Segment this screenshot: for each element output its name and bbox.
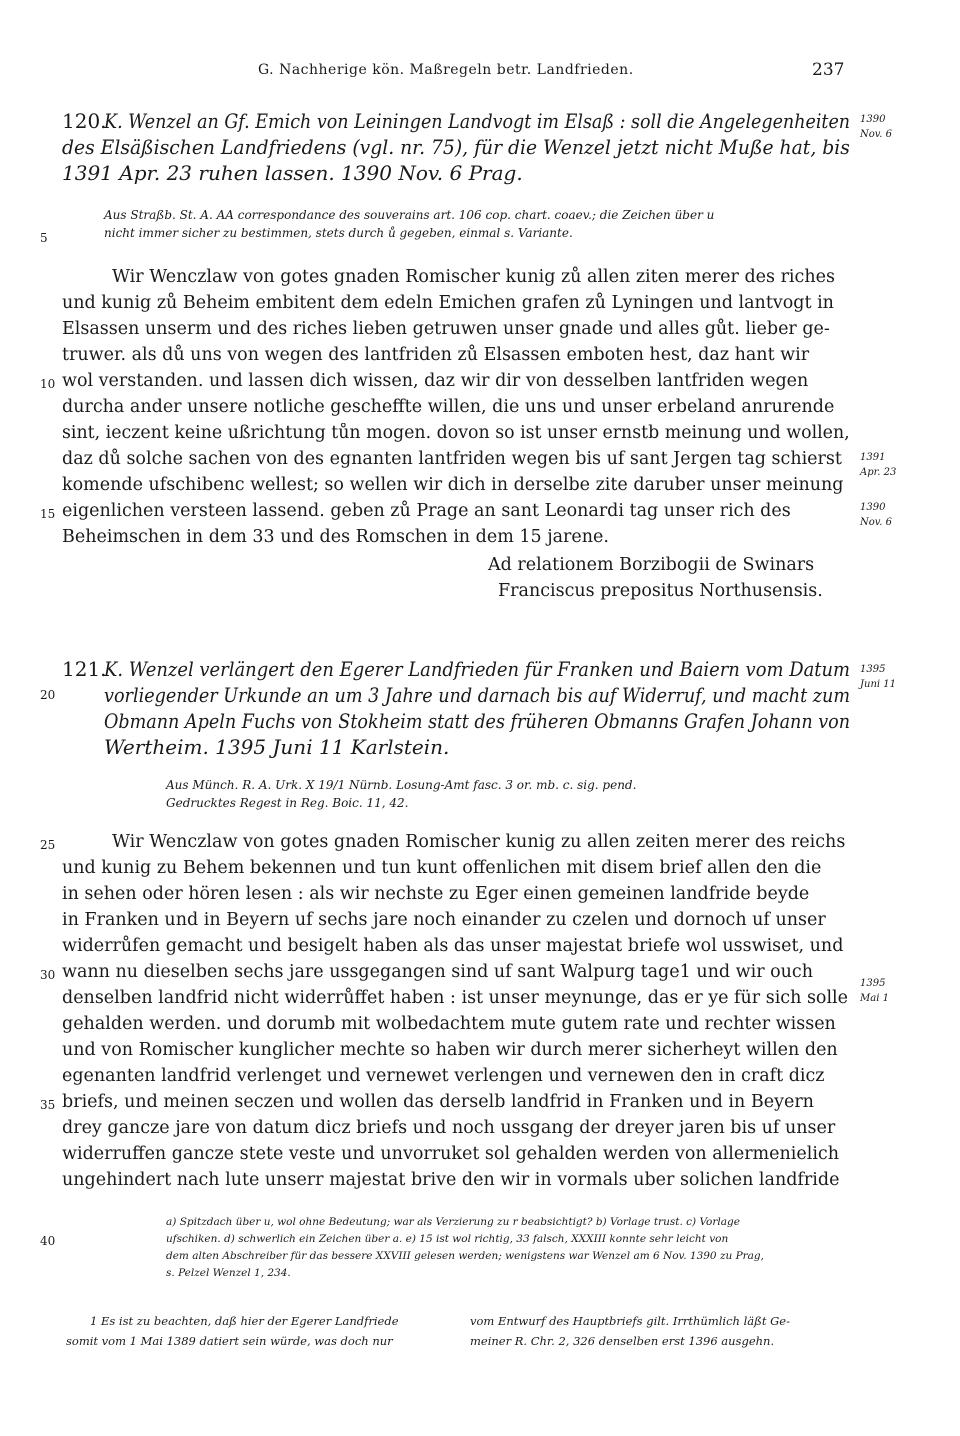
line-number: 30 (40, 968, 56, 982)
margin-date: 1391 Apr. 23 (860, 452, 897, 478)
text-line: in sehen oder hören lesen : als wir nechste zu Eger einen gemeinen landfride beyde (62, 884, 810, 904)
bottom-footnote-right: vom Entwurf des Hauptbriefs gilt. Irrthümlich läßt Ge- (470, 1314, 790, 1328)
regest-line: vorliegender Urkunde an um 3 Jahre und darnach bis auf Widerruf, und macht zum (104, 683, 851, 707)
footnote-line: s. Pelzel Wenzel 1, 234. (166, 1267, 291, 1279)
line-number: 5 (40, 231, 48, 245)
regest-line: des Elsäßischen Landfriedens (vgl. nr. 75), für die Wenzel jetzt nicht Muße hat, bis (62, 135, 850, 159)
bottom-footnote-right: meiner R. Chr. 2, 326 denselben erst 1396 ausgehn. (470, 1334, 775, 1348)
text-line: und kunig zu Behem bekennen und tun kunt offenlichen mit disem brief allen den die (62, 858, 822, 878)
text-line: widerruffen gancze stete veste und unvorruket sol gehalden werden von allermenielich (62, 1144, 839, 1164)
footnote-line: dem alten Abschreiber für das bessere XXVIII gelesen werden; wenigstens war Wenzel am 6 Nov. 1390 zu Prag, (166, 1250, 764, 1262)
text-line: wol verstanden. und lassen dich wissen, daz wir dir von desselben lantfriden wegen (62, 371, 809, 391)
text-line: briefs, und meinen seczen und wollen das derselb landfrid in Franken und in Beyern (62, 1092, 814, 1112)
source-line: nicht immer sicher zu bestimmen, stets durch ů gegeben, einmal s. Variante. (104, 226, 573, 240)
page-number: 237 (812, 60, 845, 80)
line-number: 25 (40, 838, 56, 852)
entry-number: 121. (62, 657, 107, 681)
text-line: Wir Wenczlaw von gotes gnaden Romischer kunig zů allen ziten merer des riches (112, 267, 835, 287)
text-line: widerrůfen gemacht und besigelt haben als das unser majestat briefe wol usswiset, und (62, 936, 844, 956)
text-line: egenanten landfrid verlenget und vernewet verlengen und vernewen den in craft dicz (62, 1066, 825, 1086)
margin-date: 1390 Nov. 6 (860, 502, 892, 528)
line-number: 15 (40, 507, 56, 521)
entry-121 (0, 600, 960, 1200)
regest-line: Obmann Apeln Fuchs von Stokheim statt des früheren Obmanns Grafen Johann von (104, 709, 851, 733)
margin-date: 1395 Mai 1 (860, 978, 889, 1004)
line-number: 10 (40, 377, 56, 391)
signature-line: Ad relationem Borzibogii de Swinars (488, 555, 815, 575)
text-line: Beheimschen in dem 33 und des Romschen in dem 15 jarene. (62, 527, 609, 547)
regest-line: K. Wenzel an Gf. Emich von Leiningen Landvogt im Elsaß : soll die Angelegenheiten (104, 109, 851, 133)
text-line: ungehindert nach lute unserr majestat brive den wir in vormals uber solichen landfride (62, 1170, 840, 1190)
text-line: denselben landfrid nicht widerrůffet haben : ist unser meynunge, das er ye für sich solle (62, 988, 849, 1008)
regest-line: K. Wenzel verlängert den Egerer Landfrieden für Franken und Baiern vom Datum (104, 657, 851, 681)
source-line: Aus Münch. R. A. Urk. X 19/1 Nürnb. Losung-Amt fasc. 3 or. mb. c. sig. pend. (166, 778, 637, 792)
source-line: Gedrucktes Regest in Reg. Boic. 11, 42. (166, 796, 409, 810)
entry-120 (0, 0, 960, 600)
text-line: durcha ander unsere notliche gescheffte willen, die uns und unser erbeland anrurende (62, 397, 835, 417)
text-line: truwer. als dů uns von wegen des lantfriden zů Elsassen emboten hest, daz hant wir (62, 345, 810, 365)
line-number: 20 (40, 688, 56, 702)
text-line: sint, ieczent keine ußrichtung tůn mogen. dovon so ist unser ernstb meinung und wollen, (62, 423, 850, 443)
text-line: komende ufschibenc wellest; so wellen wir dich in derselbe zite daruber unser meinung (62, 475, 844, 495)
line-number: 40 (40, 1234, 56, 1248)
text-line: gehalden werden. und dorumb mit wolbedachtem mute gutem rate und rechter wissen (62, 1014, 836, 1034)
text-line: in Franken und in Beyern uf sechs jare noch einander zu czelen und dornoch uf unser (62, 910, 826, 930)
text-line: und von Romischer kunglicher mechte so haben wir durch merer sicherheyt willen den (62, 1040, 838, 1060)
text-line: eigenlichen versteen lassend. geben zů Prage an sant Leonardi tag unser rich des (62, 501, 791, 521)
source-line: Aus Straßb. St. A. AA correspondance des souverains art. 106 cop. chart. coaev.; die Zeichen über u (104, 208, 715, 222)
margin-date: 1390 Nov. 6 (860, 114, 892, 140)
regest-line: 1391 Apr. 23 ruhen lassen. 1390 Nov. 6 Prag. (62, 161, 523, 185)
signature-line: Franciscus prepositus Northusensis. (498, 581, 823, 601)
entry-number: 120. (62, 109, 107, 133)
text-line: und kunig zů Beheim embitent dem edeln Emichen grafen zů Lyningen und lantvogt in (62, 293, 834, 313)
regest-line: Wertheim. 1395 Juni 11 Karlstein. (104, 735, 450, 759)
bottom-footnote-left: 1 Es ist zu beachten, daß hier der Egerer Landfriede (90, 1314, 399, 1328)
margin-date: 1395 Juni 11 (860, 664, 896, 690)
footnote-line: a) Spitzdach über u, wol ohne Bedeutung; war als Verzierung zu r beabsichtigt? b) Vorlage trust. c) Vorlage (166, 1216, 740, 1228)
text-line: Wir Wenczlaw von gotes gnaden Romischer kunig zu allen zeiten merer des reichs (112, 832, 846, 852)
text-line: daz dů solche sachen von des egnanten lantfriden wegen bis uf sant Jergen tag schierst (62, 449, 842, 469)
bottom-footnote-left: somit vom 1 Mai 1389 datiert sein würde, was doch nur (66, 1334, 393, 1348)
text-line: drey gancze jare von datum dicz briefs und noch ussgang der dreyer jaren bis uf unser (62, 1118, 836, 1138)
running-title: G. Nachherige kön. Maßregeln betr. Landfrieden. (258, 62, 634, 78)
text-line: Elsassen unserm und des riches lieben getruwen unser gnade und alles gůt. lieber ge- (62, 319, 830, 339)
line-number: 35 (40, 1098, 56, 1112)
text-line: wann nu dieselben sechs jare ussgegangen sind uf sant Walpurg tage1 und wir ouch (62, 962, 814, 982)
footnote-line: ufschiken. d) schwerlich ein Zeichen über a. e) 15 ist wol richtig, 33 falsch, XXXIII konnte sehr leicht von (166, 1233, 729, 1245)
